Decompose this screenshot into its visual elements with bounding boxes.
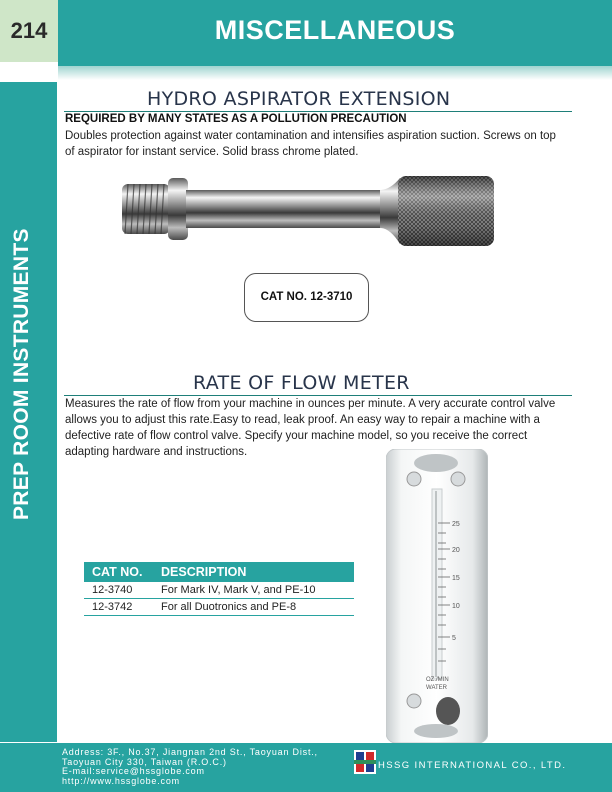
cat-no-label: CAT NO. 12-3710	[260, 291, 353, 303]
section-title-flow-meter: RATE OF FLOW METER	[193, 372, 410, 394]
meter-scale-25: 25	[452, 521, 460, 528]
cat-no-box	[244, 273, 369, 322]
aspirator-description: Doubles protection against water contamination and intensifies aspiration suction. Screws on top of aspirator for instant service. Solid brass chrome plated.	[65, 130, 556, 158]
table-row	[84, 599, 354, 616]
header-description: DESCRIPTION	[161, 565, 247, 579]
page-title: MISCELLANEOUS	[214, 15, 456, 45]
requirement-note: REQUIRED BY MANY STATES AS A POLLUTION PRECAUTION	[65, 113, 407, 125]
footer-address-2: Taoyuan City 330, Taiwan (R.O.C.)	[62, 756, 227, 767]
meter-scale-5: 5	[452, 635, 456, 642]
row-cat-no: 12-3740	[92, 584, 133, 596]
table-row	[84, 582, 354, 599]
meter-scale-10: 10	[452, 603, 460, 610]
footer-contact	[62, 748, 318, 786]
header-cat-no: CAT NO.	[92, 565, 143, 579]
sidebar-label: PREP ROOM INSTRUMENTS	[10, 228, 33, 520]
meter-scale-20: 20	[452, 547, 460, 554]
section-divider	[64, 111, 572, 112]
section-title-aspirator: HYDRO ASPIRATOR EXTENSION	[147, 88, 451, 110]
aspirator-extension-image	[118, 172, 498, 250]
row-description: For all Duotronics and PE-8	[161, 601, 297, 613]
page-number: 214	[10, 18, 48, 43]
company-logo	[354, 750, 376, 774]
header-fade	[58, 66, 612, 80]
meter-water-label: WATER	[426, 685, 447, 691]
footer-website[interactable]: http://www.hssglobe.com	[62, 775, 180, 786]
footer-company-name: HSSG INTERNATIONAL CO., LTD.	[378, 760, 567, 771]
flow-meter-description: Measures the rate of flow from your machine in ounces per minute. A very accurate control valve allows you to adjust this rate.Easy to read, leak proof. An easy way to repair a machine with a defective rate of flow control valve. Specify your machine model, so you receive the correct adapting hardware and instructions.	[65, 398, 556, 458]
meter-scale-15: 15	[452, 575, 460, 582]
row-cat-no: 12-3742	[92, 601, 133, 613]
table-header	[84, 562, 354, 582]
flow-meter-image	[386, 449, 488, 743]
row-description: For Mark IV, Mark V, and PE-10	[161, 584, 316, 596]
footer-address-1: Address: 3F., No.37, Jiangnan 2nd St., Taoyuan Dist.,	[62, 747, 318, 757]
footer-email[interactable]: E-mail:service@hssglobe.com	[62, 766, 205, 776]
meter-unit-label: OZ./MIN	[426, 677, 449, 683]
catalog-table	[84, 562, 354, 616]
